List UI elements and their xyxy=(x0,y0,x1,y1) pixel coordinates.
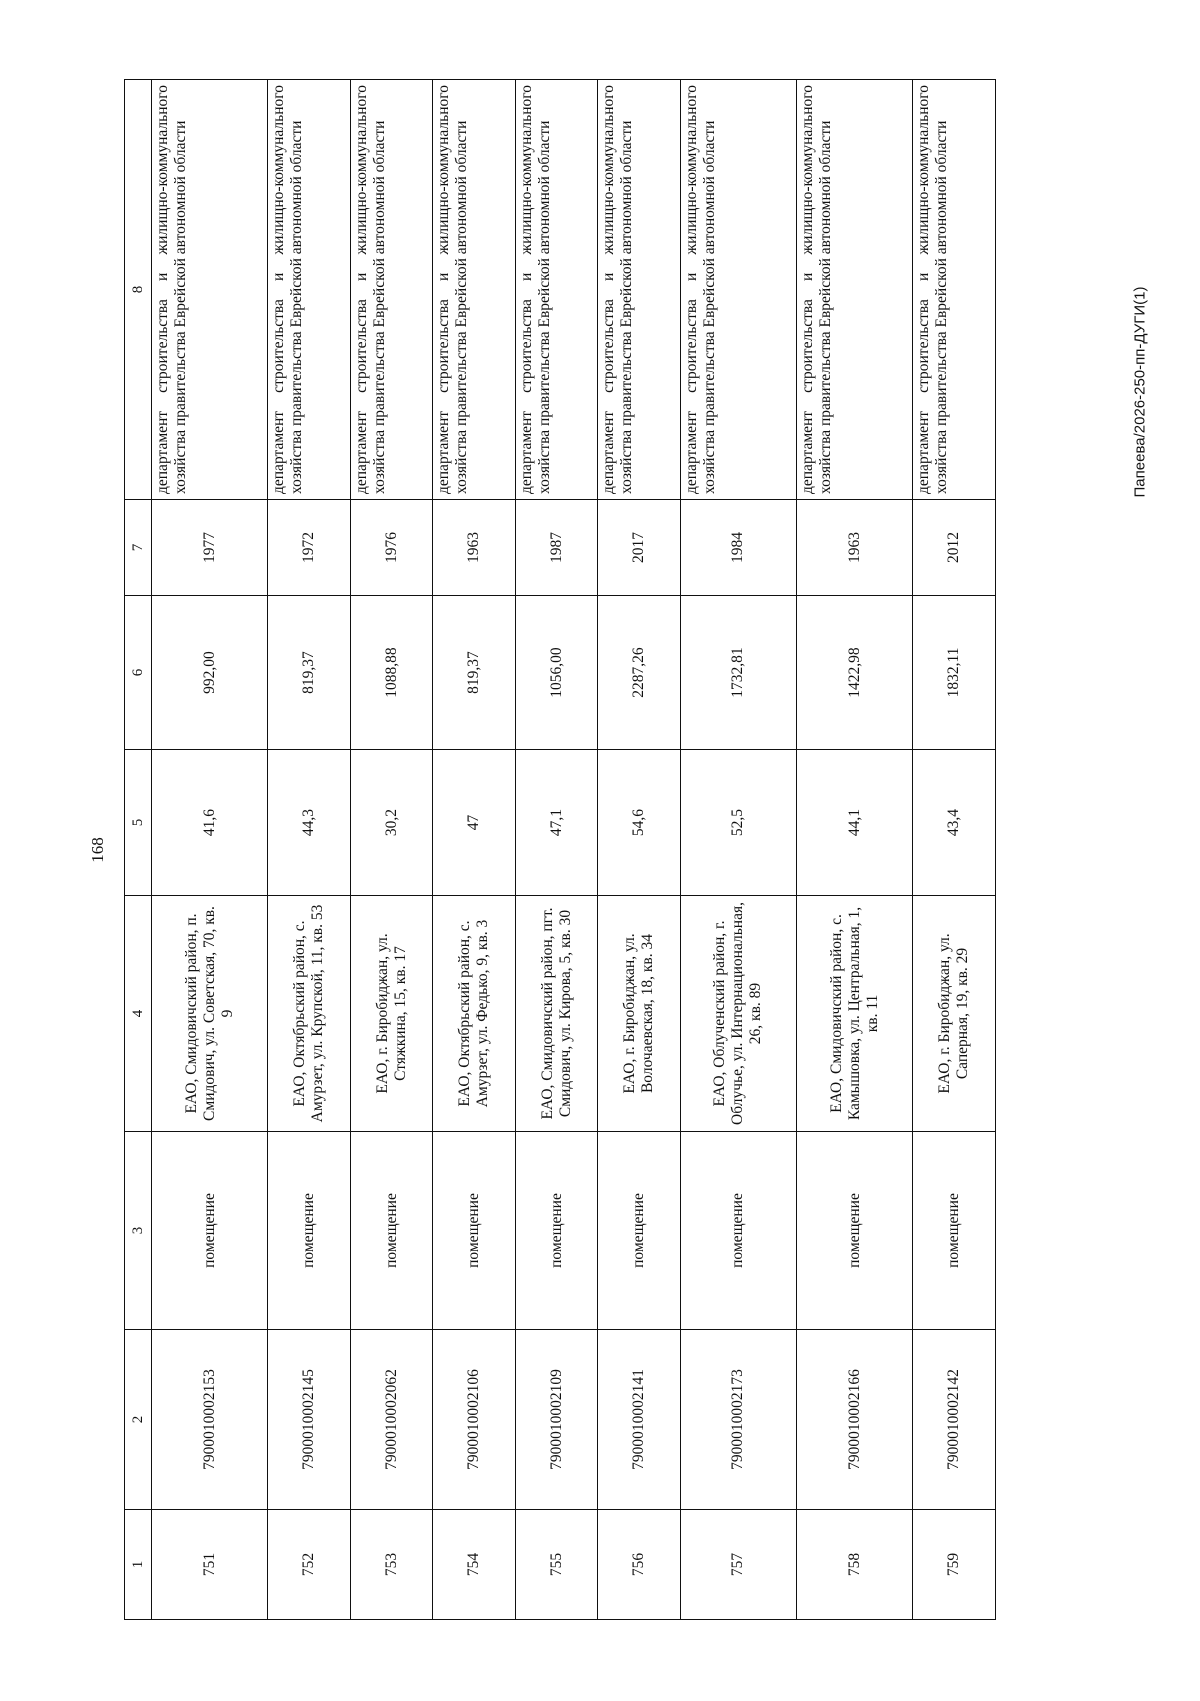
cell-address: ЕАО, Октябрьский район, с. Амурзет, ул. Федько, 9, кв. 3 xyxy=(433,896,515,1132)
cell-value: 1056,00 xyxy=(515,596,597,750)
column-header-4: 4 xyxy=(125,896,152,1132)
cell-value: 992,00 xyxy=(152,596,268,750)
cell-holder: департамент строительства и жилищно-коммунального хозяйства правительства Еврейской автономной области xyxy=(797,80,913,500)
cell-area: 43,4 xyxy=(913,750,996,896)
column-header-6: 6 xyxy=(125,596,152,750)
cell-year: 2012 xyxy=(913,500,996,596)
table-row xyxy=(797,80,913,1620)
column-header-7: 7 xyxy=(125,500,152,596)
cell-value: 819,37 xyxy=(433,596,515,750)
cell-year: 1972 xyxy=(268,500,350,596)
column-header-8: 8 xyxy=(125,80,152,500)
cell-holder: департамент строительства и жилищно-коммунального хозяйства правительства Еврейской автономной области xyxy=(152,80,268,500)
column-header-3: 3 xyxy=(125,1132,152,1330)
cell-object-type: помещение xyxy=(433,1132,515,1330)
page-number: 168 xyxy=(88,837,107,863)
cell-holder: департамент строительства и жилищно-коммунального хозяйства правительства Еврейской автономной области xyxy=(598,80,680,500)
cell-value: 1422,98 xyxy=(797,596,913,750)
cell-year: 2017 xyxy=(598,500,680,596)
table-row xyxy=(152,80,268,1620)
cell-value: 1732,81 xyxy=(680,596,796,750)
cell-year: 1977 xyxy=(152,500,268,596)
table-header-row xyxy=(125,80,152,1620)
cell-year: 1963 xyxy=(433,500,515,596)
cell-holder: департамент строительства и жилищно-коммунального хозяйства правительства Еврейской автономной области xyxy=(913,80,996,500)
cell-cadastral-number: 7900010002173 xyxy=(680,1330,796,1510)
cell-year: 1987 xyxy=(515,500,597,596)
cell-address: ЕАО, Смидовичский район, пгт. Смидович, ул. Кирова, 5, кв. 30 xyxy=(515,896,597,1132)
column-header-2: 2 xyxy=(125,1330,152,1510)
table-row xyxy=(433,80,515,1620)
cell-address: ЕАО, Смидовичский район, с. Камышовка, ул. Центральная, 1, кв. 11 xyxy=(797,896,913,1132)
cell-value: 1832,11 xyxy=(913,596,996,750)
cell-object-type: помещение xyxy=(152,1132,268,1330)
cell-area: 47 xyxy=(433,750,515,896)
table-row xyxy=(913,80,996,1620)
cell-object-type: помещение xyxy=(797,1132,913,1330)
document-reference-text: Папеева/2026-250-пп-ДУГИ(1) xyxy=(1131,286,1149,498)
cell-index: 752 xyxy=(268,1510,350,1620)
registry-table-wrapper xyxy=(124,80,996,1620)
cell-index: 755 xyxy=(515,1510,597,1620)
table-row xyxy=(350,80,432,1620)
cell-cadastral-number: 7900010002141 xyxy=(598,1330,680,1510)
column-header-5: 5 xyxy=(125,750,152,896)
cell-area: 30,2 xyxy=(350,750,432,896)
cell-address: ЕАО, Смидовичский район, п. Смидович, ул. Советская, 70, кв. 9 xyxy=(152,896,268,1132)
cell-index: 756 xyxy=(598,1510,680,1620)
cell-area: 52,5 xyxy=(680,750,796,896)
table-row xyxy=(268,80,350,1620)
cell-index: 757 xyxy=(680,1510,796,1620)
cell-year: 1976 xyxy=(350,500,432,596)
cell-index: 753 xyxy=(350,1510,432,1620)
cell-holder: департамент строительства и жилищно-коммунального хозяйства правительства Еврейской автономной области xyxy=(433,80,515,500)
cell-address: ЕАО, г. Биробиджан, ул. Стяжкина, 15, кв. 17 xyxy=(350,896,432,1132)
cell-holder: департамент строительства и жилищно-коммунального хозяйства правительства Еврейской автономной области xyxy=(350,80,432,500)
cell-year: 1984 xyxy=(680,500,796,596)
cell-cadastral-number: 7900010002109 xyxy=(515,1330,597,1510)
cell-object-type: помещение xyxy=(680,1132,796,1330)
cell-cadastral-number: 7900010002153 xyxy=(152,1330,268,1510)
cell-value: 2287,26 xyxy=(598,596,680,750)
cell-cadastral-number: 7900010002166 xyxy=(797,1330,913,1510)
cell-address: ЕАО, г. Биробиджан, ул. Саперная, 19, кв. 29 xyxy=(913,896,996,1132)
cell-year: 1963 xyxy=(797,500,913,596)
cell-area: 47,1 xyxy=(515,750,597,896)
cell-object-type: помещение xyxy=(350,1132,432,1330)
cell-holder: департамент строительства и жилищно-коммунального хозяйства правительства Еврейской автономной области xyxy=(268,80,350,500)
cell-cadastral-number: 7900010002145 xyxy=(268,1330,350,1510)
document-reference xyxy=(1131,286,1149,498)
cell-value: 819,37 xyxy=(268,596,350,750)
cell-object-type: помещение xyxy=(598,1132,680,1330)
cell-value: 1088,88 xyxy=(350,596,432,750)
cell-address: ЕАО, г. Биробиджан, ул. Волочаевская, 18, кв. 34 xyxy=(598,896,680,1132)
cell-area: 44,3 xyxy=(268,750,350,896)
table-row xyxy=(515,80,597,1620)
cell-area: 41,6 xyxy=(152,750,268,896)
cell-index: 754 xyxy=(433,1510,515,1620)
cell-cadastral-number: 7900010002142 xyxy=(913,1330,996,1510)
cell-object-type: помещение xyxy=(268,1132,350,1330)
cell-holder: департамент строительства и жилищно-коммунального хозяйства правительства Еврейской автономной области xyxy=(680,80,796,500)
cell-area: 54,6 xyxy=(598,750,680,896)
cell-cadastral-number: 7900010002106 xyxy=(433,1330,515,1510)
cell-holder: департамент строительства и жилищно-коммунального хозяйства правительства Еврейской автономной области xyxy=(515,80,597,500)
cell-address: ЕАО, Облученский район, г. Облучье, ул. Интернациональная, 26, кв. 89 xyxy=(680,896,796,1132)
cell-object-type: помещение xyxy=(913,1132,996,1330)
cell-index: 758 xyxy=(797,1510,913,1620)
cell-address: ЕАО, Октябрьский район, с. Амурзет, ул. Крупской, 11, кв. 53 xyxy=(268,896,350,1132)
column-header-1: 1 xyxy=(125,1510,152,1620)
registry-table xyxy=(124,79,996,1620)
cell-cadastral-number: 7900010002062 xyxy=(350,1330,432,1510)
cell-index: 751 xyxy=(152,1510,268,1620)
table-row xyxy=(598,80,680,1620)
table-row xyxy=(680,80,796,1620)
cell-index: 759 xyxy=(913,1510,996,1620)
cell-object-type: помещение xyxy=(515,1132,597,1330)
cell-area: 44,1 xyxy=(797,750,913,896)
